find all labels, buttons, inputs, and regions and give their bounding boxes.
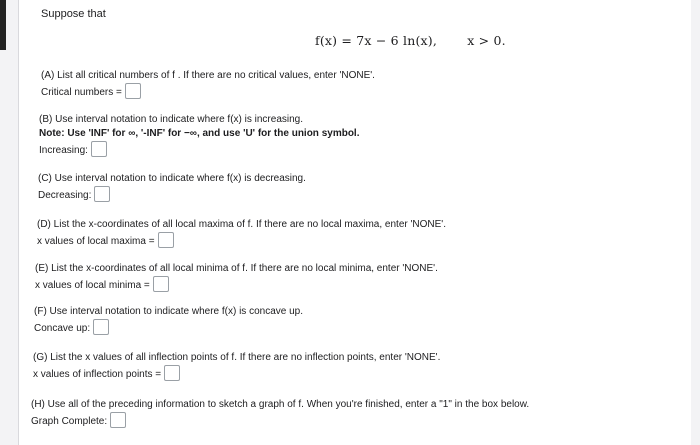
question-e-prompt: (E) List the x-coordinates of all local minima of f. If there are no local minima, enter 'NONE'. [35,263,438,274]
question-h [31,398,529,429]
question-f [34,305,303,336]
concave-up-input[interactable] [93,319,109,335]
question-f-prompt: (F) Use interval notation to indicate where f(x) is concave up. [34,306,304,317]
function-formula [315,33,506,48]
local-minima-input[interactable] [153,276,169,292]
question-panel [18,0,691,445]
question-g-prompt: (G) List the x values of all inflection points of f. If there are no inflection points, enter 'NONE'. [33,352,441,363]
local-maxima-input[interactable] [158,232,174,248]
question-f-label: Concave up: [34,323,91,334]
question-d-prompt: (D) List the x-coordinates of all local maxima of f. If there are no local maxima, enter 'NONE'. [37,219,446,230]
question-c [38,172,306,203]
formula-lhs: f(x) = 7x − 6 ln(x), [315,33,438,48]
formula-condition: x > 0. [467,33,506,48]
question-a-prompt: (A) List all critical numbers of f . If there are no critical values, enter 'NONE'. [41,70,375,81]
graph-complete-input[interactable] [110,412,126,428]
increasing-input[interactable] [91,141,107,157]
question-h-label: Graph Complete: [31,416,108,427]
question-h-prompt: (H) Use all of the preceding information to sketch a graph of f. When you're finished, enter a "1" in the box below. [31,399,530,410]
intro-text: Suppose that [41,8,106,20]
question-d [37,218,446,249]
question-g [33,351,440,382]
question-e [35,262,438,293]
question-b-label: Increasing: [39,145,88,156]
question-e-label: x values of local minima = [35,280,150,291]
question-c-prompt: (C) Use interval notation to indicate where f(x) is decreasing. [38,173,306,184]
question-b-note: Note: Use 'INF' for ∞, '-INF' for −∞, and use 'U' for the union symbol. [39,128,360,139]
question-a [41,69,375,100]
decreasing-input[interactable] [94,186,110,202]
inflection-points-input[interactable] [164,365,180,381]
question-g-label: x values of inflection points = [33,369,162,380]
question-a-label: Critical numbers = [41,87,122,98]
critical-numbers-input[interactable] [125,83,141,99]
question-b [39,113,359,158]
window-edge-bar [0,0,6,50]
question-d-label: x values of local maxima = [37,236,155,247]
question-c-label: Decreasing: [38,190,92,201]
question-b-prompt: (B) Use interval notation to indicate where f(x) is increasing. [39,114,304,125]
